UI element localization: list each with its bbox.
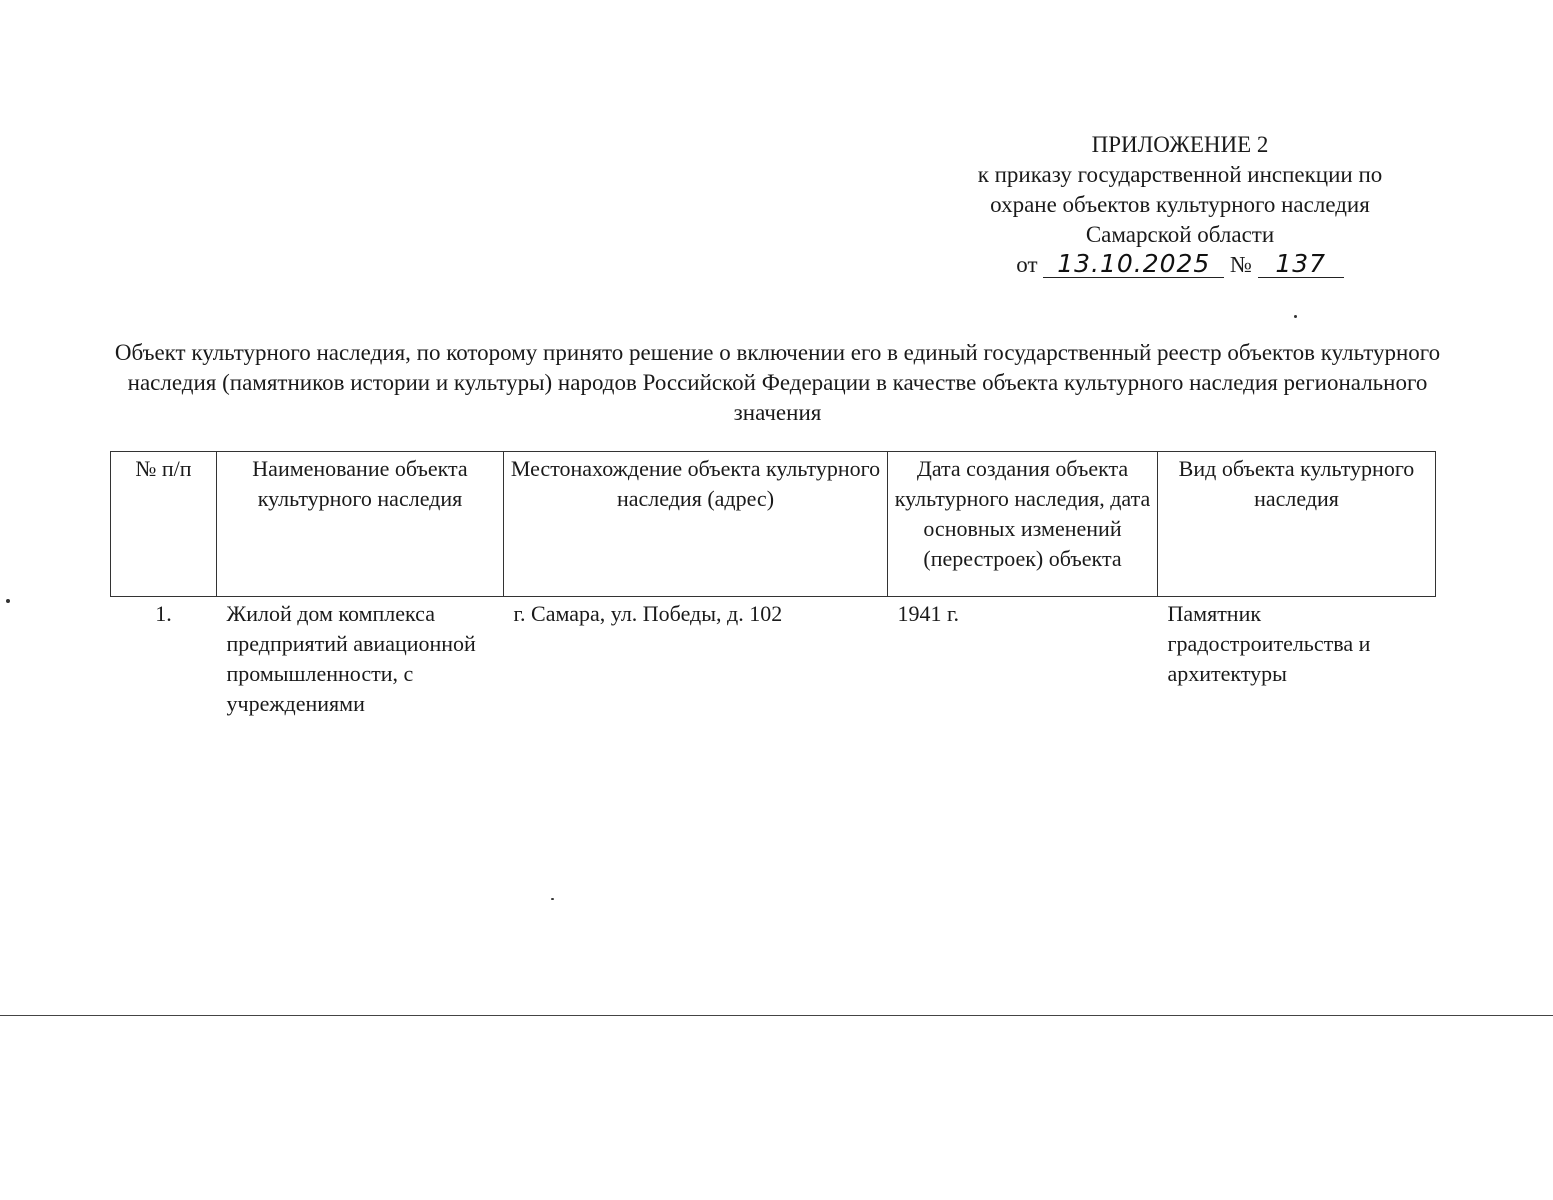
annex-title: ПРИЛОЖЕНИЕ 2 <box>1091 132 1269 157</box>
heritage-table <box>110 451 1436 719</box>
row-name: Жилой дом комплекса предприятий авиационной промышленности, с учреждениями <box>226 601 476 716</box>
header-date: Дата создания объекта культурного наследия, дата основных изменений (перестроек) объекта <box>888 452 1158 597</box>
annex-order-line <box>920 250 1440 280</box>
row-number: 1. <box>155 601 172 626</box>
annex-line-1: к приказу государственной инспекции по <box>977 162 1383 187</box>
page-edge-line <box>0 1015 1553 1016</box>
scan-speck <box>1294 315 1297 318</box>
annex-line-3: Самарской области <box>1085 222 1275 247</box>
number-label: № <box>1230 252 1252 277</box>
annex-header <box>920 130 1440 280</box>
header-type: Вид объекта культурного наследия <box>1158 452 1436 597</box>
table-row <box>111 597 1436 720</box>
row-address: г. Самара, ул. Победы, д. 102 <box>513 601 783 626</box>
table-header-row <box>111 452 1436 597</box>
header-name: Наименование объекта культурного наследия <box>217 452 504 597</box>
scan-speck <box>551 898 554 900</box>
annex-line-2: охране объектов культурного наследия <box>990 192 1370 217</box>
handwritten-number: 137 <box>1258 251 1344 278</box>
document-heading: Объект культурного наследия, по которому принято решение о включении его в единый государственный реестр объектов культурного наследия (памятников истории и культуры) народов Российской Федерации в качестве объекта культурного наследия регионального значения <box>114 340 1441 425</box>
header-address: Местонахождение объекта культурного наследия (адрес) <box>504 452 888 597</box>
row-type: Памятник градостроительства и архитектуры <box>1167 601 1371 686</box>
from-label: от <box>1016 252 1038 277</box>
row-date: 1941 г. <box>897 601 960 626</box>
header-number: № п/п <box>111 452 217 597</box>
scan-speck <box>6 599 10 603</box>
handwritten-date: 13.10.2025 <box>1043 251 1224 278</box>
